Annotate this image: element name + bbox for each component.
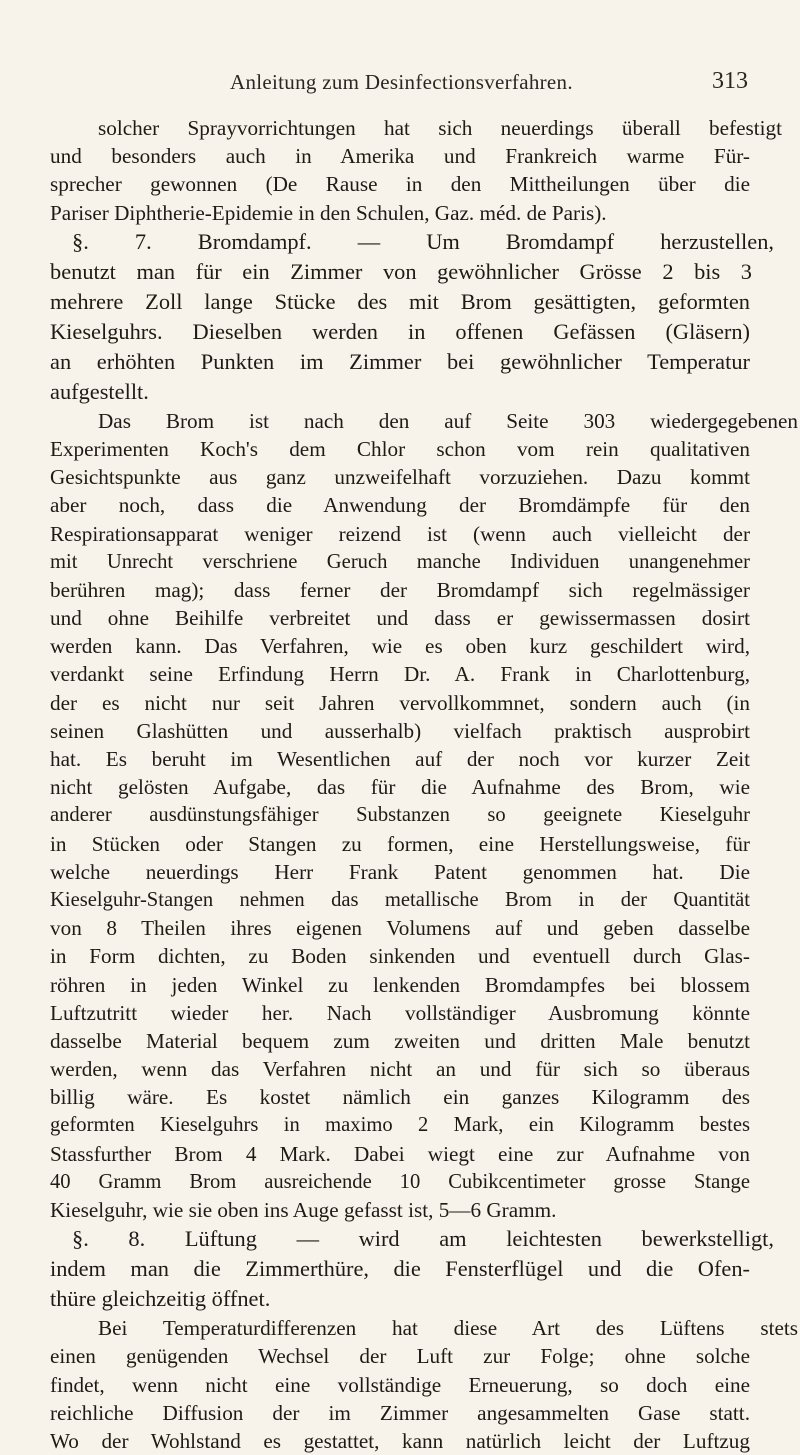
- text-line: dasselbe Material bequem zum zweiten und dritten Male benutzt: [50, 1028, 750, 1053]
- text-line: Pariser Diphtherie-Epidemie in den Schulen, Gaz. méd. de Paris).: [50, 200, 607, 225]
- text-line: berühren mag); dass ferner der Bromdampf sich regelmässiger: [50, 577, 750, 602]
- text-line: findet, wenn nicht eine vollständige Erneuerung, so doch eine: [50, 1372, 750, 1397]
- text-line: in Stücken oder Stangen zu formen, eine Herstellungsweise, für: [50, 831, 750, 856]
- text-line: reichliche Diffusion der im Zimmer angesammelten Gase statt.: [50, 1400, 750, 1425]
- text-line: Stassfurther Brom 4 Mark. Dabei wiegt eine zur Aufnahme von: [50, 1141, 750, 1166]
- text-line: mit Unrecht verschriene Geruch manche Individuen unangenehmer: [50, 550, 750, 573]
- text-line: werden, wenn das Verfahren nicht an und für sich so überaus: [50, 1057, 750, 1082]
- text-line: Respirationsapparat weniger reizend ist (wenn auch vielleicht der: [50, 521, 750, 546]
- text-line: mehrere Zoll lange Stücke des mit Brom gesättigten, geformten: [50, 288, 750, 314]
- text-line: seinen Glashütten und ausserhalb) vielfach praktisch ausprobirt: [50, 718, 750, 743]
- text-line: aber noch, dass die Anwendung der Bromdämpfe für den: [50, 493, 750, 518]
- text-line: an erhöhten Punkten im Zimmer bei gewöhnlicher Temperatur: [50, 348, 750, 374]
- text-line: aufgestellt.: [50, 378, 149, 404]
- text-line: 40 Gramm Brom ausreichende 10 Cubikcentimeter grosse Stange: [50, 1170, 750, 1193]
- text-line: hat. Es beruht im Wesentlichen auf der noch vor kurzer Zeit: [50, 747, 750, 771]
- body-text: [50, 114, 798, 1455]
- text-line: benutzt man für ein Zimmer von gewöhnlicher Grösse 2 bis 3: [50, 258, 752, 284]
- text-line: geformten Kieselguhrs in maximo 2 Mark, ein Kilogramm bestes: [50, 1114, 750, 1137]
- running-title: Anleitung zum Desinfectionsverfahren.: [230, 70, 573, 94]
- text-line: einen genügenden Wechsel der Luft zur Folge; ohne solche: [50, 1344, 750, 1369]
- text-line: Das Brom ist nach den auf Seite 303 wiedergegebenen: [98, 408, 798, 433]
- text-line: indem man die Zimmerthüre, die Fensterflügel und die Ofen-: [50, 1256, 750, 1282]
- text-line: Gesichtspunkte aus ganz unzweifelhaft vorzuziehen. Dazu kommt: [50, 465, 750, 490]
- text-line: billig wäre. Es kostet nämlich ein ganzes Kilogramm des: [50, 1085, 750, 1110]
- text-line: solcher Sprayvorrichtungen hat sich neuerdings überall befestigt: [98, 116, 782, 140]
- section-heading-line: §. 7. Bromdampf. — Um Bromdampf herzustellen,: [72, 228, 774, 254]
- text-line: Bei Temperaturdifferenzen hat diese Art des Lüftens stets: [98, 1316, 798, 1341]
- text-line: und ohne Beihilfe verbreitet und dass er gewissermassen dosirt: [50, 606, 750, 631]
- text-line: der es nicht nur seit Jahren vervollkommnet, sondern auch (in: [50, 690, 750, 715]
- text-line: welche neuerdings Herr Frank Patent genommen hat. Die: [50, 859, 750, 884]
- text-line: Kieselguhr, wie sie oben ins Auge gefasst ist, 5—6 Gramm.: [50, 1198, 557, 1222]
- text-line: anderer ausdünstungsfähiger Substanzen so geeignete Kieselguhr: [50, 804, 750, 827]
- page-header: [52, 66, 748, 100]
- text-line: und besonders auch in Amerika und Frankreich warme Für-: [50, 144, 750, 169]
- text-line: Wo der Wohlstand es gestattet, kann natürlich leicht der Luftzug: [50, 1428, 750, 1453]
- text-line: röhren in jeden Winkel zu lenkenden Bromdampfes bei blossem: [50, 972, 750, 997]
- text-line: Kieselguhr-Stangen nehmen das metallische Brom in der Quantität: [50, 888, 750, 911]
- text-line: nicht gelösten Aufgabe, das für die Aufnahme des Brom, wie: [50, 775, 750, 800]
- text-line: Experimenten Koch's dem Chlor schon vom rein qualitativen: [50, 436, 750, 461]
- text-line: sprecher gewonnen (De Rause in den Mittheilungen über die: [50, 172, 750, 197]
- text-line: in Form dichten, zu Boden sinkenden und eventuell durch Glas-: [50, 944, 750, 969]
- text-line: verdankt seine Erfindung Herrn Dr. A. Frank in Charlottenburg,: [50, 662, 750, 687]
- page-number: 313: [712, 68, 748, 94]
- section-heading-line: §. 8. Lüftung — wird am leichtesten bewerkstelligt,: [72, 1226, 774, 1252]
- text-line: Kieselguhrs. Dieselben werden in offenen Gefässen (Gläsern): [50, 318, 750, 344]
- text-line: werden kann. Das Verfahren, wie es oben kurz geschildert wird,: [50, 634, 750, 659]
- text-line: thüre gleichzeitig öffnet.: [50, 1286, 271, 1312]
- text-line: von 8 Theilen ihres eigenen Volumens auf und geben dasselbe: [50, 916, 750, 941]
- text-line: Luftzutritt wieder her. Nach vollständiger Ausbromung könnte: [50, 1000, 750, 1025]
